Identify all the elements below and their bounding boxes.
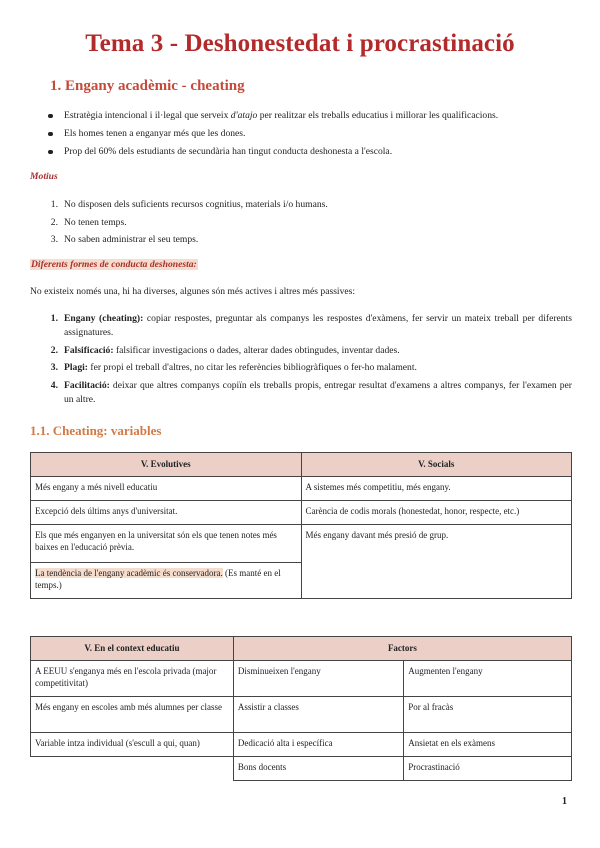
table-cell: Més engany a més nivell educatiu (31, 476, 302, 500)
table-cell: A sistemes més competitiu, més engany. (301, 476, 572, 500)
table-cell: Assistir a classes (233, 696, 403, 732)
table-cell: Excepció dels últims anys d'universitat. (31, 500, 302, 524)
table-header: V. Evolutives (31, 453, 302, 477)
table-cell: Ansietat en els exàmens (404, 732, 572, 756)
table-cell: Més engany davant més presió de grup. (301, 524, 572, 598)
bullet-item: Els homes tenen a enganyar més que les dones. (30, 127, 570, 141)
table-cell: Por al fracàs (404, 696, 572, 732)
bullet-item: Estratègia intencional i il·legal que serveix d'atajo per realitzar els treballs educatius i millorar les qualificacions. (30, 109, 570, 123)
table-header: V. Socials (301, 453, 572, 477)
table-header: Factors (233, 637, 571, 661)
table-cell: Bons docents (233, 756, 403, 780)
page-number: 1 (562, 796, 567, 807)
motius-subheading: Motius (30, 171, 58, 182)
bullet-item: Prop del 60% dels estudiants de secundària han tingut conducta deshonesta a l'escola. (30, 145, 570, 159)
table-cell: Carència de codis morals (honestedat, honor, respecte, etc.) (301, 500, 572, 524)
page-title: Tema 3 - Deshonestedat i procrastinació (85, 30, 515, 57)
formes-subheading: Diferents formes de conducta deshonesta: (31, 259, 197, 270)
table-cell-empty (31, 756, 234, 780)
table-cell: Els que més enganyen en la universitat són els que tenen notes més baixes en l'educació prèvia. (31, 524, 302, 562)
table-cell: Més engany en escoles amb més alumnes per classe (31, 696, 234, 732)
list-item: 2. Falsificació: falsificar investigacions o dades, alterar dades obtingudes, inventar dades. (50, 344, 400, 356)
list-item: 3. Plagi: fer propi el treball d'altres, no citar les referències bibliogràfiques o fer-ho malament. (50, 362, 417, 373)
section-heading-variables: 1.1. Cheating: variables (30, 423, 162, 438)
table-header: V. En el context educatiu (31, 637, 234, 661)
formes-list (30, 312, 572, 410)
table-cell: Procrastinació (404, 756, 572, 780)
table-cell: Disminueixen l'engany (233, 660, 403, 696)
definition-bullet-list (30, 109, 570, 163)
highlighted-text: La tendència de l'engany acadèmic és conservadora. (35, 567, 223, 578)
table-cell: A EEUU s'enganya més en l'escola privada (major competitivitat) (31, 660, 234, 696)
list-item: 2. No tenen temps. (50, 216, 127, 228)
formes-intro: No existeix només una, hi ha diverses, algunes són més actives i altres més passives: (30, 286, 356, 297)
table-cell: La tendència de l'engany acadèmic és conservadora. (Es manté en el temps.) (31, 562, 302, 598)
motius-list (30, 198, 572, 251)
list-item: 1. No disposen dels suficients recursos cognitius, materials i/o humans. (50, 199, 328, 210)
variables-table (30, 452, 572, 599)
section-heading-engany: 1. Engany acadèmic - cheating (50, 78, 245, 94)
list-item: 1. Engany (cheating): copiar respostes, preguntar als companys les respostes d'exàmens, fer servir un mateix treball per diferents assignatures. (50, 313, 572, 338)
table-cell: Augmenten l'engany (404, 660, 572, 696)
list-item: 4. Facilitació: deixar que altres companys copiïn els treballs propis, entregar resultat d'examens a altres companys, fer l'examen per un altre. (50, 379, 572, 405)
list-item: 3. No saben administrar el seu temps. (50, 234, 199, 245)
context-table (30, 636, 572, 781)
table-cell: Dedicació alta i específica (233, 732, 403, 756)
table-cell: Variable intza individual (s'escull a qui, quan) (31, 732, 234, 756)
